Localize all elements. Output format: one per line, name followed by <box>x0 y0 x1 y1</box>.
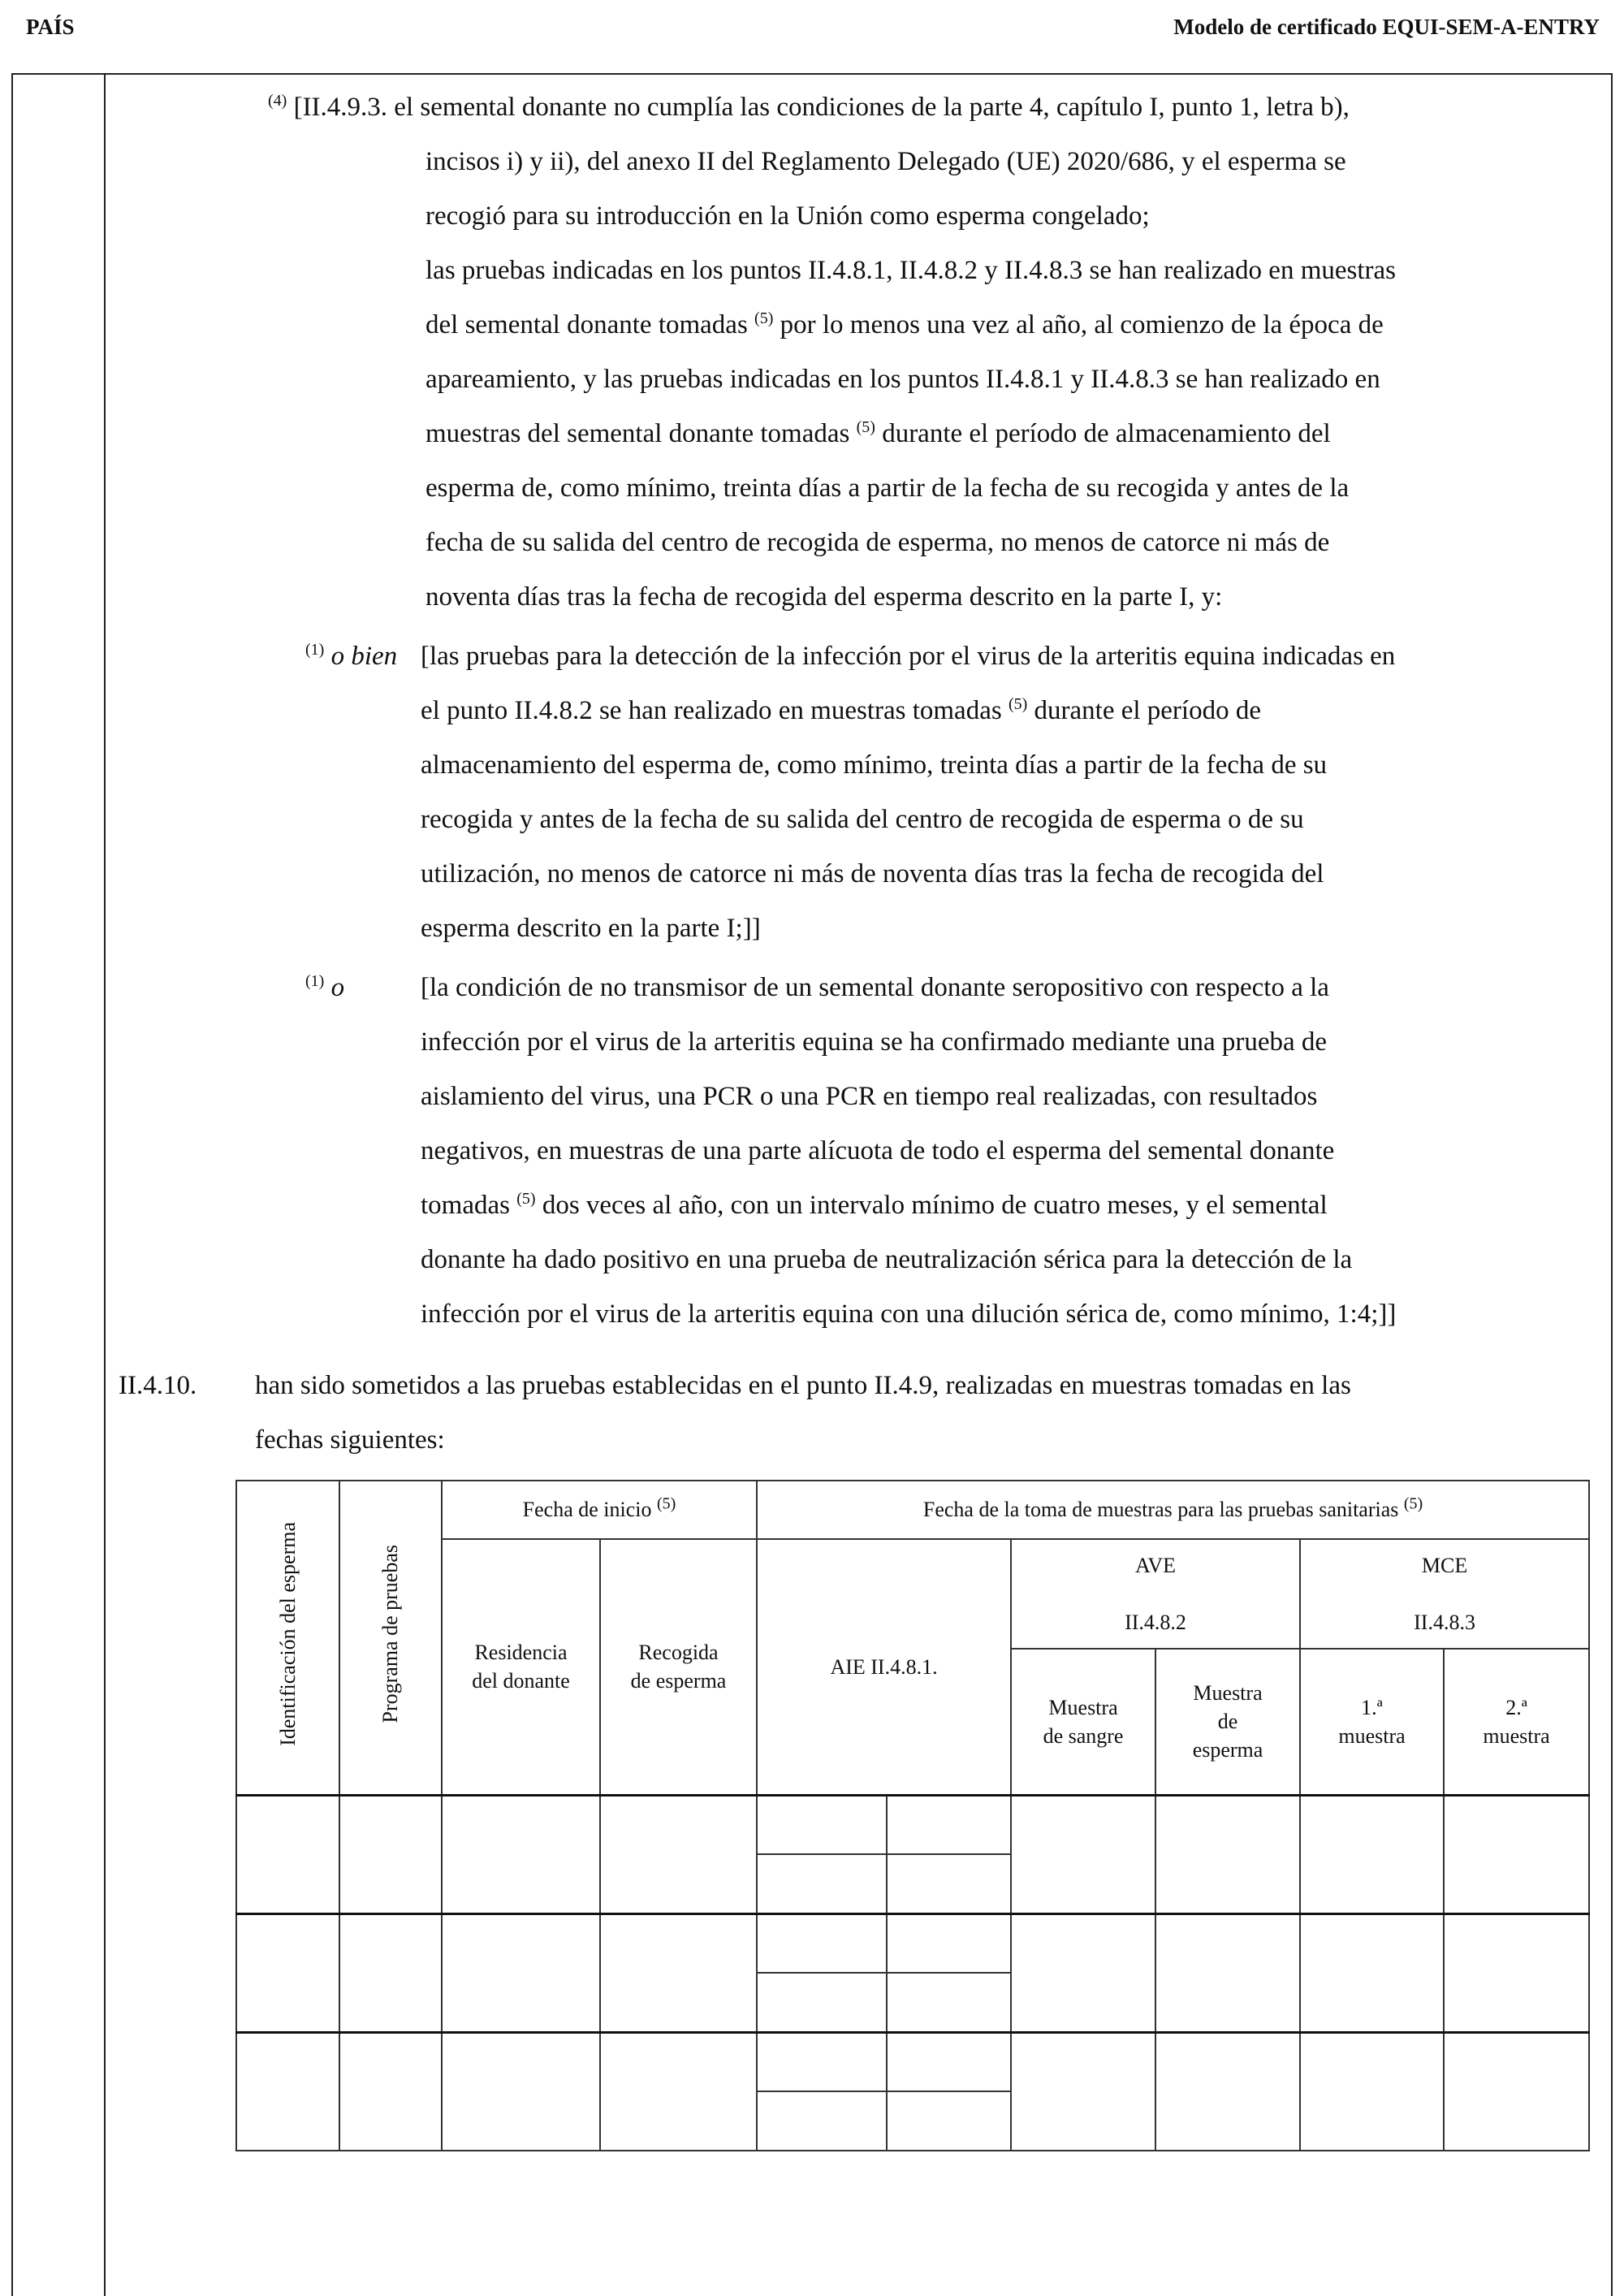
text-line-5 <box>425 309 1384 341</box>
table-cell[interactable] <box>887 1973 1011 2032</box>
table-cell[interactable] <box>1011 1795 1155 1913</box>
line-text: por lo menos una vez al año, al comienzo de la época de <box>773 310 1384 339</box>
section-number: II.4.10. <box>119 1371 197 1400</box>
header-label: de esperma <box>630 1669 727 1693</box>
table-cell[interactable] <box>1300 2032 1444 2151</box>
line-text: aislamiento del virus, una PCR o una PCR en tiempo real realizadas, con resultados <box>421 1082 1318 1111</box>
table-cell[interactable] <box>887 1795 1011 1854</box>
text-line-19 <box>421 1080 1317 1113</box>
header-label: de <box>1217 1710 1238 1734</box>
table-cell[interactable] <box>1011 2032 1155 2151</box>
table-cell[interactable] <box>1300 1795 1444 1913</box>
top-rule <box>11 73 1613 75</box>
line-text: infección por el virus de la arteritis equina se ha confirmado mediante una prueba de <box>421 1027 1328 1057</box>
header-label: 2.ª <box>1505 1695 1527 1719</box>
header-label: Fecha de inicio <box>522 1498 652 1522</box>
header-sperm-id <box>236 1481 339 1795</box>
header-label: muestra <box>1483 1723 1550 1748</box>
header-label: muestra <box>1338 1723 1406 1748</box>
table-cell[interactable] <box>600 2032 757 2151</box>
footnote-ref: (5) <box>657 1494 676 1513</box>
table-cell[interactable] <box>1300 1913 1444 2032</box>
text-line-2 <box>425 145 1346 178</box>
line-text: muestras del semental donante tomadas <box>425 419 850 448</box>
line-text: recogida y antes de la fecha de su salida del centro de recogida de esperma o de su <box>421 805 1304 834</box>
line-text: donante ha dado positivo en una prueba de neutralización sérica para la detección de la <box>421 1245 1353 1274</box>
header-label: 1.ª <box>1361 1695 1383 1719</box>
header-blood-sample <box>1011 1649 1155 1795</box>
table-cell[interactable] <box>887 1854 1011 1913</box>
text-line-21 <box>421 1189 1328 1222</box>
text-line-12 <box>421 694 1261 727</box>
header-label: esperma <box>1192 1738 1263 1762</box>
option-label: o <box>324 973 345 1002</box>
header-country: PAÍS <box>26 15 75 39</box>
text-line-4 <box>425 254 1396 287</box>
line-text: el punto II.4.8.2 se han realizado en muestras tomadas <box>421 696 1002 725</box>
header-certificate-model: Modelo de certificado EQUI-SEM-A-ENTRY <box>1173 15 1600 39</box>
line-text: dos veces al año, con un intervalo mínimo de cuatro meses, y el semental <box>535 1191 1328 1220</box>
table-cell[interactable] <box>442 2032 600 2151</box>
table-cell[interactable] <box>1155 2032 1300 2151</box>
header-label: de sangre <box>1043 1723 1124 1748</box>
header-label: Fecha de la toma de muestras para las pruebas sanitarias <box>922 1498 1399 1522</box>
table-cell[interactable] <box>339 1795 442 1913</box>
header-label: del donante <box>472 1669 570 1693</box>
table-cell[interactable] <box>1155 1795 1300 1913</box>
table-cell[interactable] <box>1444 2032 1589 2151</box>
header-aie <box>757 1539 1011 1795</box>
header-label: AVE <box>1134 1553 1177 1577</box>
header-first-sample <box>1300 1649 1444 1795</box>
table-cell[interactable] <box>887 1913 1011 1973</box>
footnote-ref: (5) <box>1403 1494 1423 1513</box>
table-cell[interactable] <box>339 1913 442 2032</box>
table-cell[interactable] <box>339 2032 442 2151</box>
header-second-sample <box>1444 1649 1589 1795</box>
line-text: utilización, no menos de catorce ni más de noventa días tras la fecha de recogida del <box>421 859 1324 889</box>
text-line-16 <box>421 912 761 945</box>
line-text: infección por el virus de la arteritis equina con una dilución sérica de, como mínimo, 1:4;]] <box>421 1299 1397 1329</box>
line-text: recogió para su introducción en la Unión como esperma congelado; <box>425 201 1150 231</box>
header-label: Residencia <box>474 1641 568 1665</box>
text-line-20 <box>421 1135 1334 1167</box>
text-line-22 <box>421 1243 1352 1276</box>
option-label: o bien <box>324 642 398 671</box>
header-label: Programa de pruebas <box>378 1544 403 1723</box>
header-mce <box>1300 1539 1589 1649</box>
line-text: almacenamiento del esperma de, como mínimo, treinta días a partir de la fecha de su <box>421 750 1328 780</box>
table-cell[interactable] <box>442 1795 600 1913</box>
header-label: II.4.8.3 <box>1414 1611 1475 1635</box>
line-text: noventa días tras la fecha de recogida del esperma descrito en la parte I, y: <box>425 582 1223 612</box>
footnote-ref: (5) <box>1008 695 1028 713</box>
table-cell[interactable] <box>757 1913 887 1973</box>
table-cell[interactable] <box>600 1795 757 1913</box>
header-label: AIE II.4.8.1. <box>830 1654 938 1679</box>
text-line-8 <box>425 472 1349 504</box>
header-label: Recogida <box>638 1641 719 1665</box>
text-line-7 <box>425 417 1331 450</box>
line-text: [II.4.9.3. el semental donante no cumplía las condiciones de la parte 4, capítulo I, punto 1, letra b), <box>287 93 1350 122</box>
header-label: Muestra <box>1048 1695 1118 1719</box>
text-line-15 <box>421 858 1324 890</box>
table-cell[interactable] <box>236 2032 339 2151</box>
header-test-program <box>339 1481 442 1795</box>
line-text: tomadas <box>421 1191 510 1220</box>
line-text: durante el período de almacenamiento del <box>875 419 1331 448</box>
table-cell[interactable] <box>887 2091 1011 2151</box>
table-cell[interactable] <box>236 1913 339 2032</box>
section-line-2: fechas siguientes: <box>255 1425 445 1455</box>
header-donor-residence <box>442 1539 600 1795</box>
table-cell[interactable] <box>757 2032 887 2091</box>
footnote-ref: (4) <box>268 92 287 110</box>
option-label-o-bien <box>305 640 397 672</box>
line-text: negativos, en muestras de una parte alícuota de todo el esperma del semental donante <box>421 1136 1335 1165</box>
header-sampling-date <box>757 1481 1589 1539</box>
line-text: esperma de, como mínimo, treinta días a partir de la fecha de su recogida y antes de la <box>425 473 1350 503</box>
table-cell[interactable] <box>757 1973 887 2032</box>
line-text: las pruebas indicadas en los puntos II.4.8.1, II.4.8.2 y II.4.8.3 se han realizado en muestras <box>425 256 1397 285</box>
inner-left-border <box>104 73 106 2296</box>
table-cell[interactable] <box>600 1913 757 2032</box>
table-cell[interactable] <box>1444 1913 1589 2032</box>
text-line-9 <box>425 526 1329 559</box>
text-line-18 <box>421 1026 1327 1058</box>
footnote-ref: (5) <box>754 309 774 327</box>
table-cell[interactable] <box>1444 1795 1589 1913</box>
table-cell[interactable] <box>887 2032 1011 2091</box>
header-start-date <box>442 1481 757 1539</box>
sampling-dates-table <box>235 1480 1590 2151</box>
right-border <box>1611 73 1613 2296</box>
header-sperm-collection <box>600 1539 757 1795</box>
header-label: Identificación del esperma <box>275 1521 300 1746</box>
table-cell[interactable] <box>757 1854 887 1913</box>
footnote-ref: (1) <box>305 972 325 990</box>
text-line-17 <box>421 971 1329 1004</box>
text-line-11 <box>421 640 1395 672</box>
footnote-ref: (5) <box>856 418 875 436</box>
table-cell[interactable] <box>757 2091 887 2151</box>
line-text: [las pruebas para la detección de la infección por el virus de la arteritis equina indicadas en <box>421 642 1396 671</box>
text-line-3 <box>425 200 1150 232</box>
table-cell[interactable] <box>442 1913 600 2032</box>
line-text: incisos i) y ii), del anexo II del Reglamento Delegado (UE) 2020/686, y el esperma se <box>425 147 1346 176</box>
option-label-o <box>305 971 344 1004</box>
line-text: fecha de su salida del centro de recogida de esperma, no menos de catorce ni más de <box>425 528 1330 557</box>
text-line-10 <box>425 581 1222 613</box>
header-label: II.4.8.2 <box>1125 1611 1186 1635</box>
text-line-23 <box>421 1298 1396 1330</box>
header-label: Muestra <box>1193 1681 1263 1706</box>
line-text: esperma descrito en la parte I;]] <box>421 914 761 943</box>
header-sperm-sample <box>1155 1649 1300 1795</box>
header-ave <box>1011 1539 1300 1649</box>
line-text: [la condición de no transmisor de un semental donante seropositivo con respecto a la <box>421 973 1329 1002</box>
table-cell[interactable] <box>236 1795 339 1913</box>
line-text: del semental donante tomadas <box>425 310 748 339</box>
section-line-1: han sido sometidos a las pruebas establecidas en el punto II.4.9, realizadas en muestras tomadas en las <box>255 1371 1351 1400</box>
footnote-ref: (5) <box>516 1190 536 1208</box>
line-text: apareamiento, y las pruebas indicadas en los puntos II.4.8.1 y II.4.8.3 se han realizado en <box>425 365 1380 394</box>
text-line-13 <box>421 749 1327 781</box>
text-line-1 <box>268 91 1350 123</box>
left-border <box>11 73 13 2296</box>
header-label: MCE <box>1421 1553 1468 1577</box>
table-cell[interactable] <box>1011 1913 1155 2032</box>
table-cell[interactable] <box>1155 1913 1300 2032</box>
table-cell[interactable] <box>757 1795 887 1854</box>
text-line-6 <box>425 363 1380 396</box>
text-line-14 <box>421 803 1304 836</box>
line-text: durante el período de <box>1027 696 1261 725</box>
footnote-ref: (1) <box>305 641 325 659</box>
